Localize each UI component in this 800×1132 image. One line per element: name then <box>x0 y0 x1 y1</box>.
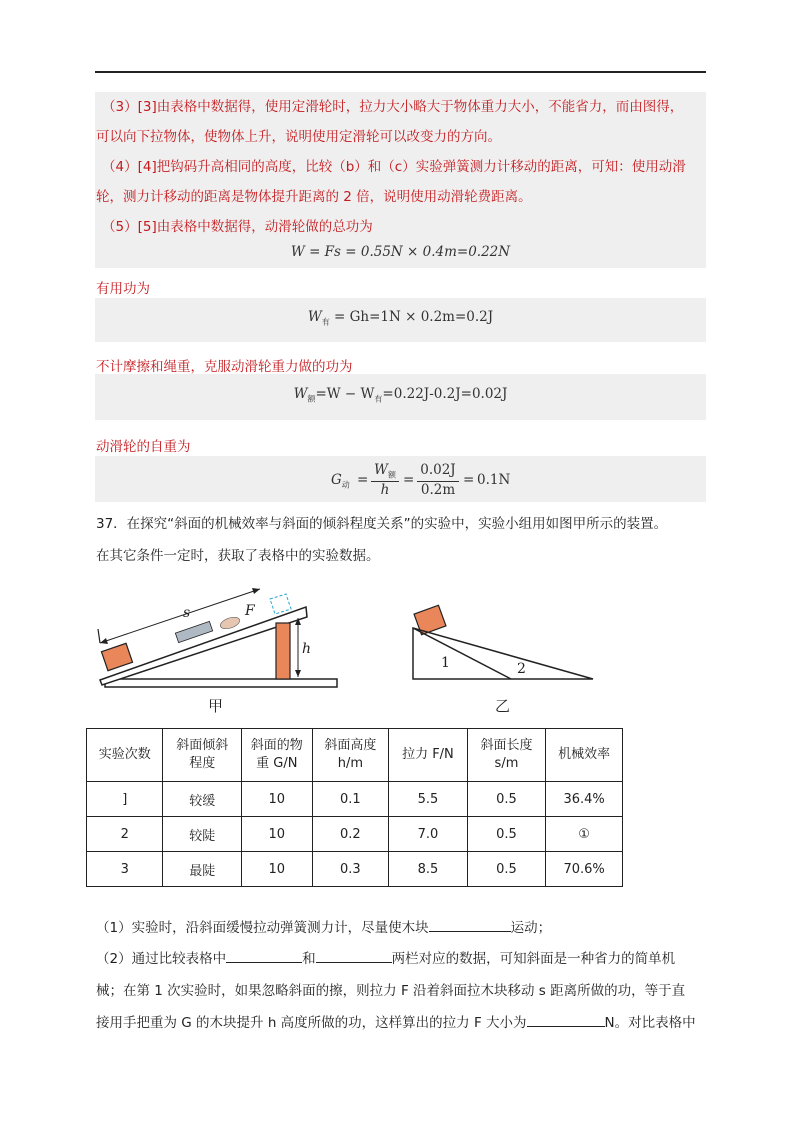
answer-p4-line2: 轮，测力计移动的距离是物体提升距离的 2 倍，说明使用动滑轮费距离。 <box>96 189 532 205</box>
eq4-denominator-value: 0.2m <box>420 482 456 498</box>
caption-jia: 甲 <box>208 697 224 715</box>
answer-p3-line2: 可以向下拉物体，使物体上升，说明使用定滑轮可以改变力的方向。 <box>96 129 501 145</box>
label-1: 1 <box>441 655 450 671</box>
label-pulley-weight: 动滑轮的自重为 <box>96 439 191 455</box>
equation-extra-work: $W_额=W - W_有=0.22J-0.2J=0.02J$ <box>293 386 508 404</box>
eq4-denominator: h <box>380 482 390 498</box>
question-37-line1: 37．在探究“斜面的机械效率与斜面的倾斜程度关系”的实验中，实验小组用如图甲所示的装置。 <box>96 516 668 532</box>
dashed-block <box>270 594 291 614</box>
answer-p3-line1: （3）[3]由表格中数据得，使用定滑轮时，拉力大小略大于物体重力大小，不能省力，而由图得， <box>102 99 684 115</box>
blank-2c[interactable] <box>527 1014 605 1027</box>
label-extra-work: 不计摩擦和绳重，克服动滑轮重力做的功为 <box>96 359 353 375</box>
table-row: ] 较缓 10 0.1 5.5 0.5 36.4% <box>87 782 623 817</box>
header-length: 斜面长度 s/m <box>467 729 546 782</box>
equation-pulley-weight: $G_动$ = $W_额$ h = 0.02J 0.2m = 0.1N <box>331 462 511 498</box>
blank-2b[interactable] <box>316 950 392 963</box>
wood-block <box>101 643 132 670</box>
header-rule <box>95 71 706 73</box>
eq4-result: 0.1N <box>477 472 511 488</box>
figure-yi <box>405 595 605 720</box>
header-height: 斜面高度 h/m <box>312 729 389 782</box>
table-header-row <box>87 729 623 782</box>
eq4-numerator: $W_额$ <box>374 462 396 480</box>
support-block <box>276 623 290 679</box>
base-board <box>105 679 337 687</box>
blank-1[interactable] <box>429 919 511 932</box>
header-trial: 实验次数 <box>87 729 163 782</box>
figure-jia <box>90 585 350 725</box>
experiment-table <box>86 728 623 887</box>
question-37-line2: 在其它条件一定时，获取了表格中的实验数据。 <box>96 548 380 564</box>
eq4-g: $G_动$ <box>331 472 350 490</box>
table-row: 3 最陡 10 0.3 8.5 0.5 70.6% <box>87 852 623 887</box>
label-F: F <box>245 603 255 619</box>
subquestion-2-line1: （2）通过比较表格中 和 两栏对应的数据，可知斜面是一种省力的简单机 <box>96 951 676 967</box>
subquestion-1: （1）实验时，沿斜面缓慢拉动弹簧测力计，尽量使木块 运动； <box>96 920 552 936</box>
spring-scale <box>175 621 212 642</box>
equation-total-work: W = Fs = 0.55N × 0.4m=0.22N <box>290 244 511 260</box>
header-weight: 斜面的物 重 G/N <box>241 729 312 782</box>
label-useful-work: 有用功为 <box>96 281 150 297</box>
answer-p5-line1: （5）[5]由表格中数据得，动滑轮做的总功为 <box>102 219 373 235</box>
header-slope: 斜面倾斜 程度 <box>163 729 241 782</box>
answer-p4-line1: （4）[4]把钩码升高相同的高度，比较（b）和（c）实验弹簧测力计移动的距离，可知：使用动滑 <box>102 159 686 175</box>
blank-2a[interactable] <box>226 950 302 963</box>
label-2: 2 <box>517 661 526 677</box>
header-force: 拉力 F/N <box>389 729 468 782</box>
equation-useful-work: $W_有 = Gh=1N \times 0.2m=0.2J$ <box>307 309 494 327</box>
eq4-numerator-value: 0.02J <box>420 462 456 478</box>
incline-2 <box>413 628 593 679</box>
table-row: 2 较陡 10 0.2 7.0 0.5 ① <box>87 817 623 852</box>
subquestion-2-line2: 械；在第 1 次实验时，如果忽略斜面的擦，则拉力 F 沿着斜面拉木块移动 s 距离所做的功，等于直 <box>96 983 686 999</box>
incline-1 <box>413 628 511 679</box>
label-h: h <box>302 641 312 657</box>
hand <box>219 615 241 631</box>
header-efficiency: 机械效率 <box>546 729 623 782</box>
caption-yi: 乙 <box>495 697 511 715</box>
label-s: s <box>183 605 191 621</box>
subquestion-2-line3: 接用手把重为 G 的木块提升 h 高度所做的功，这样算出的拉力 F 大小为 N。对比表格中 <box>96 1015 696 1031</box>
